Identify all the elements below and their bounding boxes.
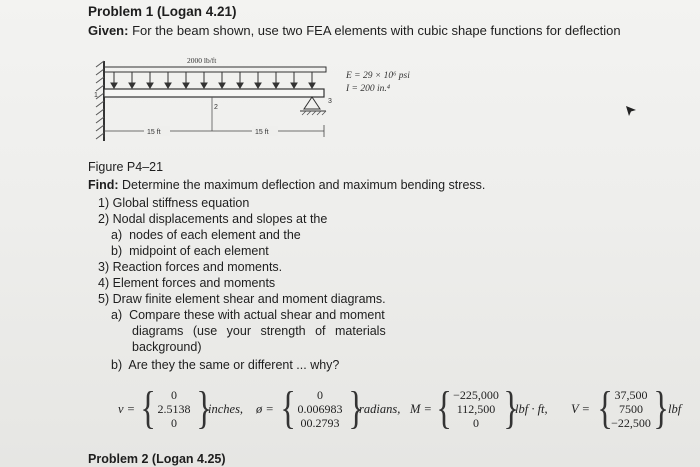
phi-left-brace: { <box>280 382 296 433</box>
given-label: Given: <box>88 23 129 38</box>
span-1-label: 15 ft <box>147 129 161 136</box>
roller-support <box>304 97 320 109</box>
moment-vector: −225,000 112,500 0 <box>453 388 499 430</box>
mouse-pointer-icon <box>624 104 638 118</box>
list-item: 3) Reaction forces and moments. <box>98 260 283 274</box>
list-item: 2) Nodal displacements and slopes at the <box>98 212 328 226</box>
phi-right-brace: } <box>348 382 364 433</box>
phi-label: ø = <box>256 402 274 416</box>
figure-caption: Figure P4–21 <box>88 160 164 174</box>
shear-right-brace: } <box>653 382 669 433</box>
find-text: Determine the maximum deflection and maximum bending stress. <box>118 178 486 192</box>
phi-unit: radians, <box>359 402 401 416</box>
list-item: b) Are they the same or different ... why? <box>111 358 340 372</box>
given-statement <box>88 23 621 38</box>
v-vector: 0 2.5138 0 <box>157 388 191 430</box>
find-label: Find: <box>88 178 119 192</box>
moment-unit: lbf · ft, <box>515 402 548 416</box>
moment-left-brace: { <box>436 382 452 433</box>
beam <box>104 89 324 97</box>
beam-figure <box>92 53 332 153</box>
v-label: v = <box>118 402 136 416</box>
node-1-label: 1 <box>94 92 98 99</box>
next-problem-title: Problem 2 (Logan 4.25) <box>88 452 226 466</box>
v-unit: inches, <box>208 402 244 416</box>
list-item: background) <box>132 340 202 354</box>
moment-right-brace: } <box>503 382 519 433</box>
shear-label: V = <box>571 402 590 416</box>
list-item: 1) Global stiffness equation <box>98 196 250 210</box>
load-line <box>104 67 326 72</box>
moment-label: M = <box>410 402 432 416</box>
shear-unit: lbf <box>668 402 682 416</box>
given-text: For the beam shown, use two FEA elements with cubic shape functions for deflection <box>128 23 621 38</box>
load-label: 2000 lb/ft <box>187 56 217 65</box>
span-2-label: 15 ft <box>255 129 269 136</box>
list-item: a) Compare these with actual shear and moment <box>111 308 385 322</box>
find-statement <box>88 178 485 192</box>
node-2-label: 2 <box>214 104 218 111</box>
load-arrows <box>111 72 315 88</box>
inertia-value: I = 200 in.⁴ <box>346 84 391 94</box>
problem-title: Problem 1 (Logan 4.21) <box>88 4 237 19</box>
wall-hatching <box>96 61 104 139</box>
list-item: diagrams (use your strength of materials <box>132 324 386 338</box>
list-item: 4) Element forces and moments <box>98 276 276 290</box>
phi-vector: 0 0.006983 00.2793 <box>297 388 343 430</box>
shear-left-brace: { <box>597 382 613 433</box>
node-3-label: 3 <box>328 98 332 105</box>
list-item: b) midpoint of each element <box>111 244 269 258</box>
modulus-value: E = 29 × 10⁶ psi <box>346 71 410 81</box>
v-left-brace: { <box>140 382 156 433</box>
list-item: a) nodes of each element and the <box>111 228 301 242</box>
material-properties <box>346 70 410 96</box>
support-hatching <box>302 111 326 115</box>
v-right-brace: } <box>196 382 212 433</box>
list-item: 5) Draw finite element shear and moment diagrams. <box>98 292 386 306</box>
shear-vector: 37,500 7500 −22,500 <box>611 388 651 430</box>
